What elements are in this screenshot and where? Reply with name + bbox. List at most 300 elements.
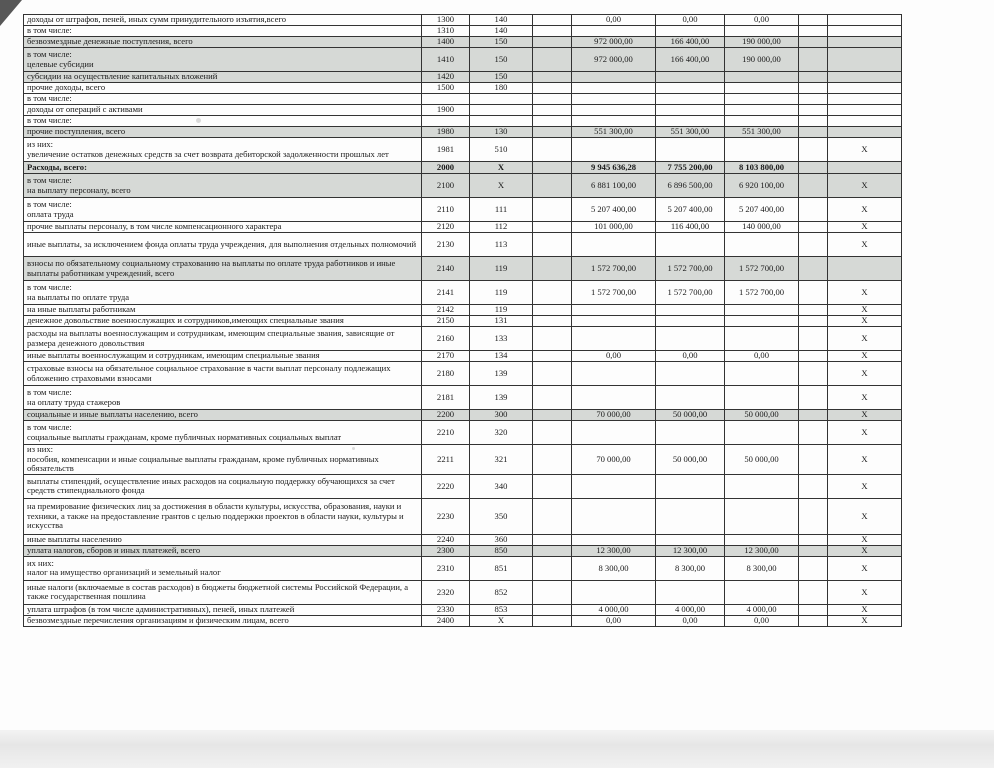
spacer-cell [533,386,572,410]
kbk-code-cell: 851 [470,556,533,580]
spacer-cell [799,72,828,83]
description-line: в том числе: [27,93,72,104]
spacer-cell [799,410,828,421]
value-year-2-cell: 5 207 400,00 [656,198,725,222]
row-description [24,351,422,362]
mark-cell [828,83,902,94]
budget-table-body [24,15,902,627]
table-row [24,48,902,72]
spacer-cell [533,445,572,475]
value-year-3-cell [725,580,799,604]
row-description [24,281,422,305]
value-year-3-cell [725,498,799,534]
value-year-3-cell: 50 000,00 [725,445,799,475]
spacer-cell [533,545,572,556]
spacer-cell [533,362,572,386]
spacer-cell [533,351,572,362]
line-code-cell: 2181 [422,386,470,410]
spacer-cell [533,72,572,83]
table-row [24,305,902,316]
table-row [24,15,902,26]
table-row [24,351,902,362]
description-line: прочие выплаты персоналу, в том числе компенсационного характера [27,221,282,232]
line-code-cell: 2300 [422,545,470,556]
table-row [24,445,902,475]
kbk-code-cell: 340 [470,474,533,498]
kbk-code-cell: 850 [470,545,533,556]
mark-cell [828,48,902,72]
value-year-1-cell: 70 000,00 [572,445,656,475]
description-line: иные выплаты, за исключением фонда оплаты труда учреждения, для выполнения отдельных полномочий [27,238,417,249]
description-line: прочие поступления, всего [27,126,126,137]
value-year-1-cell: 5 207 400,00 [572,198,656,222]
row-description [24,174,422,198]
value-year-3-cell [725,362,799,386]
line-code-cell: 2160 [422,327,470,351]
line-code-cell: 2210 [422,421,470,445]
value-year-2-cell [656,305,725,316]
description-line: взносы по обязательному социальному страхованию на выплаты по оплате труда работников и иные выплаты работникам учреждений, всего [27,257,396,278]
line-code-cell: 2110 [422,198,470,222]
kbk-code-cell [470,116,533,127]
kbk-code-cell: 139 [470,362,533,386]
kbk-code-cell: 131 [470,316,533,327]
kbk-code-cell: 350 [470,498,533,534]
kbk-code-cell [470,105,533,116]
spacer-cell [533,198,572,222]
table-row [24,83,902,94]
value-year-1-cell [572,83,656,94]
spacer-cell [533,222,572,233]
table-row [24,281,902,305]
description-line: на выплату персоналу, всего [27,184,131,195]
value-year-3-cell [725,116,799,127]
mark-cell: X [828,386,902,410]
spacer-cell [533,498,572,534]
table-row [24,362,902,386]
spacer-cell [533,580,572,604]
mark-cell: X [828,474,902,498]
line-code-cell: 2120 [422,222,470,233]
kbk-code-cell: 119 [470,305,533,316]
value-year-3-cell [725,72,799,83]
value-year-2-cell: 1 572 700,00 [656,281,725,305]
mark-cell [828,26,902,37]
row-description [24,534,422,545]
value-year-2-cell [656,474,725,498]
spacer-cell [799,198,828,222]
row-description [24,604,422,615]
value-year-2-cell [656,116,725,127]
value-year-2-cell [656,72,725,83]
spacer-cell [533,15,572,26]
kbk-code-cell: 150 [470,48,533,72]
value-year-2-cell [656,105,725,116]
table-row [24,386,902,410]
value-year-1-cell: 101 000,00 [572,222,656,233]
spacer-cell [799,37,828,48]
row-description [24,474,422,498]
value-year-3-cell: 8 300,00 [725,556,799,580]
scanner-edge-shadow [0,730,994,768]
line-code-cell: 2320 [422,580,470,604]
value-year-2-cell [656,138,725,162]
description-line: в том числе: [27,281,72,292]
table-row [24,138,902,162]
spacer-cell [799,615,828,626]
spacer-cell [799,580,828,604]
row-description [24,48,422,72]
kbk-code-cell: 510 [470,138,533,162]
value-year-3-cell: 140 000,00 [725,222,799,233]
mark-cell: X [828,327,902,351]
kbk-code-cell: 112 [470,222,533,233]
value-year-2-cell: 7 755 200,00 [656,162,725,174]
value-year-3-cell: 6 920 100,00 [725,174,799,198]
value-year-3-cell: 5 207 400,00 [725,198,799,222]
spacer-cell [799,281,828,305]
spacer-cell [533,37,572,48]
row-description [24,556,422,580]
value-year-1-cell: 0,00 [572,615,656,626]
value-year-3-cell: 8 103 800,00 [725,162,799,174]
row-description [24,305,422,316]
kbk-code-cell: 134 [470,351,533,362]
kbk-code-cell: 300 [470,410,533,421]
spacer-cell [533,257,572,281]
line-code-cell: 2150 [422,316,470,327]
kbk-code-cell: X [470,615,533,626]
description-line: их них: [27,557,54,568]
spacer-cell [533,534,572,545]
value-year-1-cell [572,26,656,37]
mark-cell [828,116,902,127]
value-year-3-cell: 0,00 [725,615,799,626]
row-description [24,233,422,257]
value-year-1-cell [572,386,656,410]
description-line: в том числе: [27,386,72,397]
value-year-2-cell [656,327,725,351]
value-year-1-cell [572,72,656,83]
value-year-3-cell: 1 572 700,00 [725,257,799,281]
row-description [24,37,422,48]
description-line: в том числе: [27,48,72,59]
value-year-2-cell [656,83,725,94]
value-year-2-cell: 551 300,00 [656,127,725,138]
description-line: безвозмездные перечисления организациям и физическим лицам, всего [27,615,289,626]
mark-cell: X [828,410,902,421]
line-code-cell [422,94,470,105]
spacer-cell [799,127,828,138]
kbk-code-cell: 150 [470,37,533,48]
description-line: безвозмездные денежные поступления, всего [27,36,193,47]
mark-cell: X [828,580,902,604]
row-description [24,410,422,421]
spacer-cell [799,15,828,26]
value-year-1-cell [572,421,656,445]
description-line: в том числе: [27,421,72,432]
table-row [24,72,902,83]
value-year-1-cell: 1 572 700,00 [572,281,656,305]
row-description [24,615,422,626]
description-line: выплаты стипендий, осуществление иных расходов на социальную поддержку обучающихся за счет средств стипендиального фонда [27,475,395,496]
table-row [24,316,902,327]
value-year-1-cell [572,233,656,257]
value-year-2-cell [656,421,725,445]
row-description [24,83,422,94]
line-code-cell: 1980 [422,127,470,138]
line-code-cell: 1310 [422,26,470,37]
line-code-cell: 1981 [422,138,470,162]
line-code-cell: 2140 [422,257,470,281]
value-year-2-cell: 116 400,00 [656,222,725,233]
value-year-1-cell [572,316,656,327]
value-year-3-cell [725,138,799,162]
description-line: страховые взносы на обязательное социальное страхование в части выплат персоналу подлежащих обложению страховыми взносами [27,362,391,383]
description-line: расходы на выплаты военнослужащим и сотрудникам, имеющим специальные звания, зависящие от размера денежного довольствия [27,327,395,348]
spacer-cell [533,83,572,94]
mark-cell [828,257,902,281]
mark-cell: X [828,604,902,615]
mark-cell: X [828,421,902,445]
spacer-cell [799,316,828,327]
spacer-cell [799,105,828,116]
spacer-cell [799,386,828,410]
table-row [24,162,902,174]
mark-cell: X [828,556,902,580]
mark-cell: X [828,362,902,386]
value-year-2-cell [656,386,725,410]
value-year-1-cell [572,362,656,386]
description-line: увеличение остатков денежных средств за счет возврата дебиторской задолженности прошлых лет [27,148,389,159]
line-code-cell: 2000 [422,162,470,174]
spacer-cell [533,105,572,116]
spacer-cell [799,604,828,615]
description-line: в том числе: [27,174,72,185]
table-row [24,327,902,351]
description-line: на иные выплаты работникам [27,304,136,315]
description-line: иные выплаты населению [27,534,122,545]
value-year-2-cell [656,580,725,604]
table-row [24,604,902,615]
description-line: налог на имущество организаций и земельный налог [27,567,221,578]
kbk-code-cell: 360 [470,534,533,545]
value-year-3-cell: 0,00 [725,351,799,362]
spacer-cell [533,615,572,626]
value-year-1-cell: 8 300,00 [572,556,656,580]
line-code-cell: 2211 [422,445,470,475]
description-line: прочие доходы, всего [27,82,106,93]
kbk-code-cell: 139 [470,386,533,410]
mark-cell: X [828,534,902,545]
value-year-2-cell: 6 896 500,00 [656,174,725,198]
spacer-cell [533,281,572,305]
spacer-cell [799,305,828,316]
value-year-1-cell: 6 881 100,00 [572,174,656,198]
line-code-cell: 2100 [422,174,470,198]
spacer-cell [799,257,828,281]
line-code-cell: 2230 [422,498,470,534]
spacer-cell [799,233,828,257]
description-line: оплата труда [27,208,74,219]
line-code-cell: 2240 [422,534,470,545]
table-row [24,257,902,281]
mark-cell [828,37,902,48]
table-row [24,198,902,222]
value-year-1-cell [572,138,656,162]
value-year-3-cell: 4 000,00 [725,604,799,615]
table-row [24,498,902,534]
value-year-1-cell [572,534,656,545]
description-line: доходы от штрафов, пеней, иных сумм принудительного изъятия,всего [27,14,287,25]
spacer-cell [533,26,572,37]
spacer-cell [533,327,572,351]
table-row [24,26,902,37]
spacer-cell [799,498,828,534]
description-line: доходы от операций с активами [27,104,143,115]
table-row [24,37,902,48]
value-year-3-cell [725,305,799,316]
value-year-2-cell: 50 000,00 [656,410,725,421]
kbk-code-cell: 119 [470,281,533,305]
value-year-1-cell: 1 572 700,00 [572,257,656,281]
value-year-3-cell [725,534,799,545]
value-year-1-cell: 972 000,00 [572,37,656,48]
value-year-1-cell: 972 000,00 [572,48,656,72]
mark-cell: X [828,445,902,475]
description-line: Расходы, всего: [27,161,87,172]
line-code-cell: 1400 [422,37,470,48]
description-line: денежное довольствие военнослужащих и сотрудников,имеющих специальные звания [27,315,344,326]
value-year-2-cell [656,534,725,545]
value-year-2-cell: 0,00 [656,351,725,362]
row-description [24,127,422,138]
mark-cell: X [828,498,902,534]
row-description [24,72,422,83]
value-year-3-cell: 0,00 [725,15,799,26]
value-year-2-cell: 12 300,00 [656,545,725,556]
description-line: из них: [27,444,54,454]
kbk-code-cell: 852 [470,580,533,604]
table-row [24,421,902,445]
spacer-cell [799,556,828,580]
value-year-2-cell [656,26,725,37]
spacer-cell [799,174,828,198]
line-code-cell: 2130 [422,233,470,257]
spacer-cell [799,474,828,498]
mark-cell: X [828,174,902,198]
row-description [24,138,422,162]
spacer-cell [533,316,572,327]
mark-cell [828,162,902,174]
spacer-cell [799,445,828,475]
value-year-2-cell: 166 400,00 [656,37,725,48]
description-line: субсидии на осуществление капитальных вложений [27,71,218,82]
spacer-cell [799,421,828,445]
kbk-code-cell: X [470,174,533,198]
value-year-2-cell [656,94,725,105]
table-row [24,233,902,257]
value-year-1-cell: 70 000,00 [572,410,656,421]
mark-cell [828,127,902,138]
kbk-code-cell: 133 [470,327,533,351]
spacer-cell [533,474,572,498]
table-row [24,615,902,626]
value-year-1-cell [572,474,656,498]
value-year-3-cell: 551 300,00 [725,127,799,138]
value-year-1-cell [572,498,656,534]
spacer-cell [799,138,828,162]
mark-cell: X [828,351,902,362]
spacer-cell [533,556,572,580]
value-year-3-cell: 50 000,00 [725,410,799,421]
row-description [24,445,422,475]
value-year-3-cell [725,386,799,410]
value-year-1-cell [572,116,656,127]
description-line: на премирование физических лиц за достижения в области культуры, искусства, образования, науки и техники, а также на предоставление грантов с целью поддержки проектов в области науки, культуры и искусства [27,500,404,531]
line-code-cell: 2141 [422,281,470,305]
spacer-cell [533,127,572,138]
table-row [24,127,902,138]
mark-cell [828,94,902,105]
description-line: пособия, компенсации и иные социальные выплаты гражданам, кроме публичных нормативных обязательств [27,453,379,474]
row-description [24,198,422,222]
row-description [24,498,422,534]
kbk-code-cell: 140 [470,15,533,26]
value-year-2-cell [656,362,725,386]
value-year-2-cell: 166 400,00 [656,48,725,72]
row-description [24,26,422,37]
spacer-cell [533,94,572,105]
description-line: в том числе: [27,198,72,209]
mark-cell: X [828,233,902,257]
mark-cell [828,72,902,83]
table-row [24,116,902,127]
line-code-cell: 2310 [422,556,470,580]
value-year-3-cell [725,105,799,116]
value-year-3-cell [725,83,799,94]
spacer-cell [799,26,828,37]
line-code-cell: 2170 [422,351,470,362]
table-row [24,94,902,105]
value-year-1-cell: 551 300,00 [572,127,656,138]
value-year-1-cell [572,105,656,116]
spacer-cell [799,351,828,362]
line-code-cell: 1410 [422,48,470,72]
description-line: в том числе: [27,115,72,126]
row-description [24,15,422,26]
spacer-cell [799,83,828,94]
row-description [24,421,422,445]
row-description [24,105,422,116]
spacer-cell [533,116,572,127]
value-year-3-cell [725,233,799,257]
mark-cell: X [828,545,902,556]
table-row [24,534,902,545]
line-code-cell: 1500 [422,83,470,94]
table-row [24,410,902,421]
value-year-3-cell: 190 000,00 [725,37,799,48]
table-row [24,105,902,116]
mark-cell: X [828,222,902,233]
kbk-code-cell: 119 [470,257,533,281]
row-description [24,94,422,105]
kbk-code-cell: 321 [470,445,533,475]
line-code-cell: 2142 [422,305,470,316]
line-code-cell: 2400 [422,615,470,626]
spacer-cell [533,174,572,198]
spacer-cell [533,138,572,162]
